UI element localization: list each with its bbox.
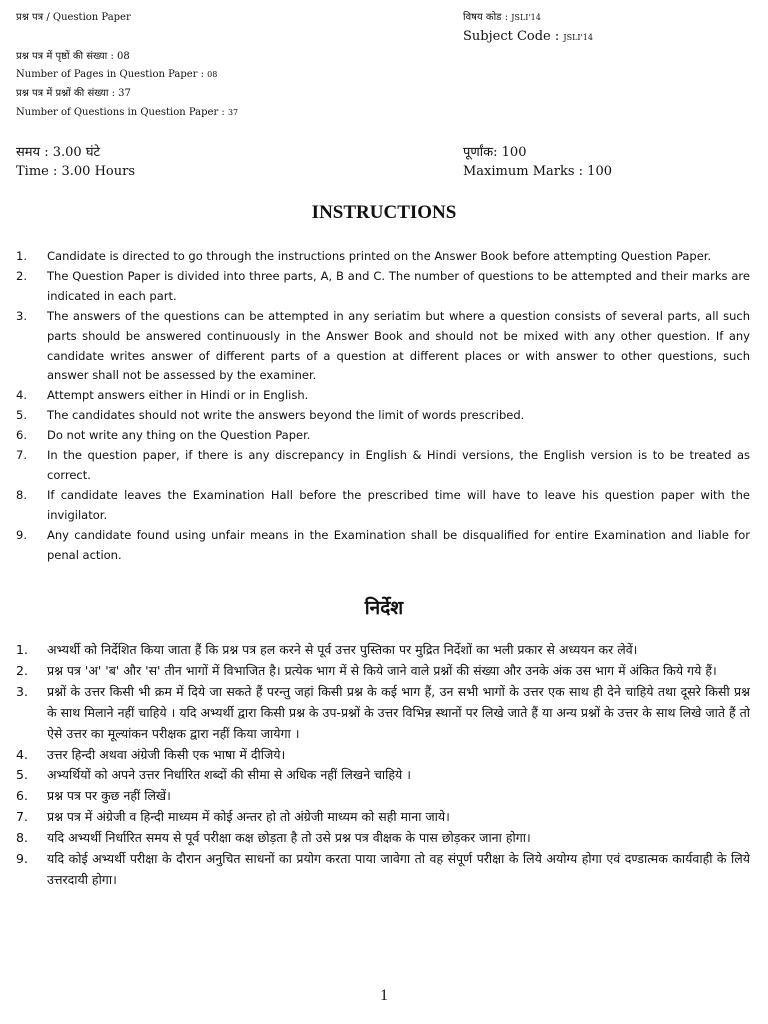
nirdesh-number: 2. bbox=[16, 662, 28, 678]
marks-hindi: पूर्णांक: 100 bbox=[463, 145, 527, 160]
instruction-item bbox=[16, 426, 750, 446]
nirdesh-text: प्रश्न पत्र 'अ' 'ब' और 'स' तीन भागों में विभाजित है। प्रत्येक भाग में से किये जाने वाले प्रश्नों की संख्या और उनके अंक उस भाग में अंकित किये गये हैं। bbox=[47, 662, 717, 678]
instruction-item bbox=[16, 526, 750, 566]
instruction-item bbox=[16, 247, 750, 267]
nirdesh-title: निर्देश bbox=[364, 597, 404, 619]
instruction-item bbox=[16, 307, 750, 387]
instruction-item bbox=[16, 386, 750, 406]
nirdesh-text: यदि अभ्यर्थी निर्धारित समय से पूर्व परीक्षा कक्ष छोड़ता है तो उसे प्रश्न पत्र वीक्षक के पास छोड़कर जाना होगा। bbox=[47, 830, 531, 846]
instruction-text: In the question paper, if there is any discrepancy in English & Hindi versions, the English version is to be treated as correct. bbox=[47, 448, 750, 482]
subject-code-english-label: Subject Code : bbox=[463, 29, 560, 44]
questions-count-english bbox=[16, 104, 238, 122]
pages-count-english bbox=[16, 66, 217, 84]
nirdesh-item bbox=[16, 661, 750, 682]
marks-english: Maximum Marks : 100 bbox=[463, 164, 612, 179]
instruction-text: The answers of the questions can be attempted in any seriatim but where a question consists of several parts, all such parts should be answered continuously in the Answer Book and should not be mixed with any other question. If any candidate writes answer of different parts of a question at different places or with answer to other questions, such answer shall not be assessed by the examiner. bbox=[47, 308, 750, 383]
instruction-number: 4. bbox=[16, 388, 27, 403]
nirdesh-item bbox=[16, 640, 750, 661]
subject-code-hindi bbox=[463, 9, 541, 27]
questions-count-label: Number of Questions in Question Paper : bbox=[16, 107, 225, 118]
nirdesh-number: 3. bbox=[16, 683, 28, 699]
instruction-number: 1. bbox=[16, 249, 27, 263]
nirdesh-text: प्रश्नों के उत्तर किसी भी क्रम में दिये जा सकते हैं परन्तु जहां किसी प्रश्न के कई भाग हैं, उन सभी भागों के उत्तर एक साथ ही देने चाहिये तथा दूसरे किसी प्रश्न के साथ मिलाने नहीं चाहिये । यदि अभ्यर्थी द्वारा किसी प्रश्न के उप-प्रश्नों के उत्तर विभिन्न स्थानों पर लिखे जाते हैं या अन्य प्रश्नों के उत्तर के साथ लिखे जाते हैं तो ऐसे उत्तर का मूल्यांकन परीक्षक द्वारा नहीं किया जायेगा । bbox=[47, 683, 750, 741]
instruction-item bbox=[16, 406, 750, 426]
pages-count-hindi: प्रश्न पत्र में पृष्ठों की संख्या : 08 bbox=[16, 51, 130, 62]
instruction-number: 7. bbox=[16, 448, 27, 463]
instruction-number: 2. bbox=[16, 268, 27, 283]
instruction-number: 5. bbox=[16, 408, 27, 423]
subject-code-hindi-value: JSLI'14 bbox=[511, 13, 541, 22]
instruction-number: 8. bbox=[16, 487, 27, 502]
nirdesh-text: यदि कोई अभ्यर्थी परीक्षा के दौरान अनुचित साधनों का प्रयोग करता पाया जावेगा तो वह संपूर्ण परीक्षा के लिये अयोग्य होगा एवं दण्डात्मक कार्यवाही के लिये उत्तरदायी होगा। bbox=[47, 851, 750, 887]
subject-code-english-value: JSLI'14 bbox=[563, 33, 593, 42]
nirdesh-text: प्रश्न पत्र में अंग्रेजी व हिन्दी माध्यम में कोई अन्तर हो तो अंग्रेजी माध्यम को सही माना जाये। bbox=[47, 809, 450, 825]
instruction-item bbox=[16, 446, 750, 486]
nirdesh-item bbox=[16, 765, 750, 786]
instruction-text: Do not write any thing on the Question Paper. bbox=[47, 428, 311, 443]
instruction-text: The Question Paper is divided into three parts, A, B and C. The number of questions to be attempted and their marks are indicated in each part. bbox=[47, 268, 750, 303]
nirdesh-number: 9. bbox=[16, 851, 28, 867]
instruction-text: The candidates should not write the answers beyond the limit of words prescribed. bbox=[47, 408, 525, 423]
pages-count-label: Number of Pages in Question Paper : bbox=[16, 69, 204, 80]
nirdesh-number: 7. bbox=[16, 809, 28, 825]
nirdesh-list bbox=[16, 640, 750, 891]
instructions-list bbox=[16, 247, 750, 566]
instructions-title: INSTRUCTIONS bbox=[311, 202, 457, 223]
nirdesh-text: प्रश्न पत्र पर कुछ नहीं लिखें। bbox=[47, 788, 171, 804]
instruction-text: If candidate leaves the Examination Hall before the prescribed time will have to leave his question paper with the invigilator. bbox=[47, 487, 750, 522]
nirdesh-item bbox=[16, 807, 750, 828]
instruction-text: Attempt answers either in Hindi or in English. bbox=[47, 388, 309, 403]
nirdesh-number: 6. bbox=[16, 788, 28, 804]
nirdesh-number: 4. bbox=[16, 746, 28, 762]
subject-code-english bbox=[463, 28, 593, 47]
paper-label: प्रश्न पत्र / Question Paper bbox=[16, 12, 131, 23]
subject-code-hindi-label: विषय कोड : bbox=[463, 12, 509, 23]
instruction-text: Any candidate found using unfair means in the Examination shall be disqualified for entire Examination and liable for penal action. bbox=[47, 527, 750, 562]
page-number: 1 bbox=[380, 987, 388, 1004]
nirdesh-item bbox=[16, 745, 750, 766]
pages-count-value: 08 bbox=[207, 70, 218, 79]
instruction-text: Candidate is directed to go through the instructions printed on the Answer Book before attempting Question Paper. bbox=[47, 249, 712, 263]
nirdesh-text: अभ्यर्थी को निर्देशित किया जाता हैं कि प्रश्न पत्र हल करने से पूर्व उत्तर पुस्तिका पर मुद्रित निर्देशों का भली प्रकार से अध्ययन कर लेवें। bbox=[47, 642, 638, 657]
instruction-number: 6. bbox=[16, 428, 27, 443]
nirdesh-number: 8. bbox=[16, 830, 28, 846]
instruction-number: 9. bbox=[16, 527, 27, 542]
nirdesh-item bbox=[16, 682, 750, 745]
questions-count-value: 37 bbox=[227, 108, 239, 117]
instruction-item bbox=[16, 267, 750, 307]
nirdesh-item bbox=[16, 786, 750, 807]
time-hindi: समय : 3.00 घंटे bbox=[16, 145, 101, 160]
time-english: Time : 3.00 Hours bbox=[16, 164, 135, 179]
instruction-number: 3. bbox=[16, 308, 27, 323]
nirdesh-item bbox=[16, 828, 750, 849]
nirdesh-item bbox=[16, 849, 750, 891]
nirdesh-number: 1. bbox=[16, 642, 28, 657]
questions-count-hindi: प्रश्न पत्र में प्रश्नों की संख्या : 37 bbox=[16, 88, 131, 99]
nirdesh-text: अभ्यर्थियों को अपने उत्तर निर्धारित शब्दों की सीमा से अधिक नहीं लिखने चाहिये । bbox=[47, 767, 411, 783]
instruction-item bbox=[16, 486, 750, 526]
nirdesh-text: उत्तर हिन्दी अथवा अंग्रेजी किसी एक भाषा में दीजिये। bbox=[47, 746, 286, 762]
nirdesh-number: 5. bbox=[16, 767, 28, 783]
